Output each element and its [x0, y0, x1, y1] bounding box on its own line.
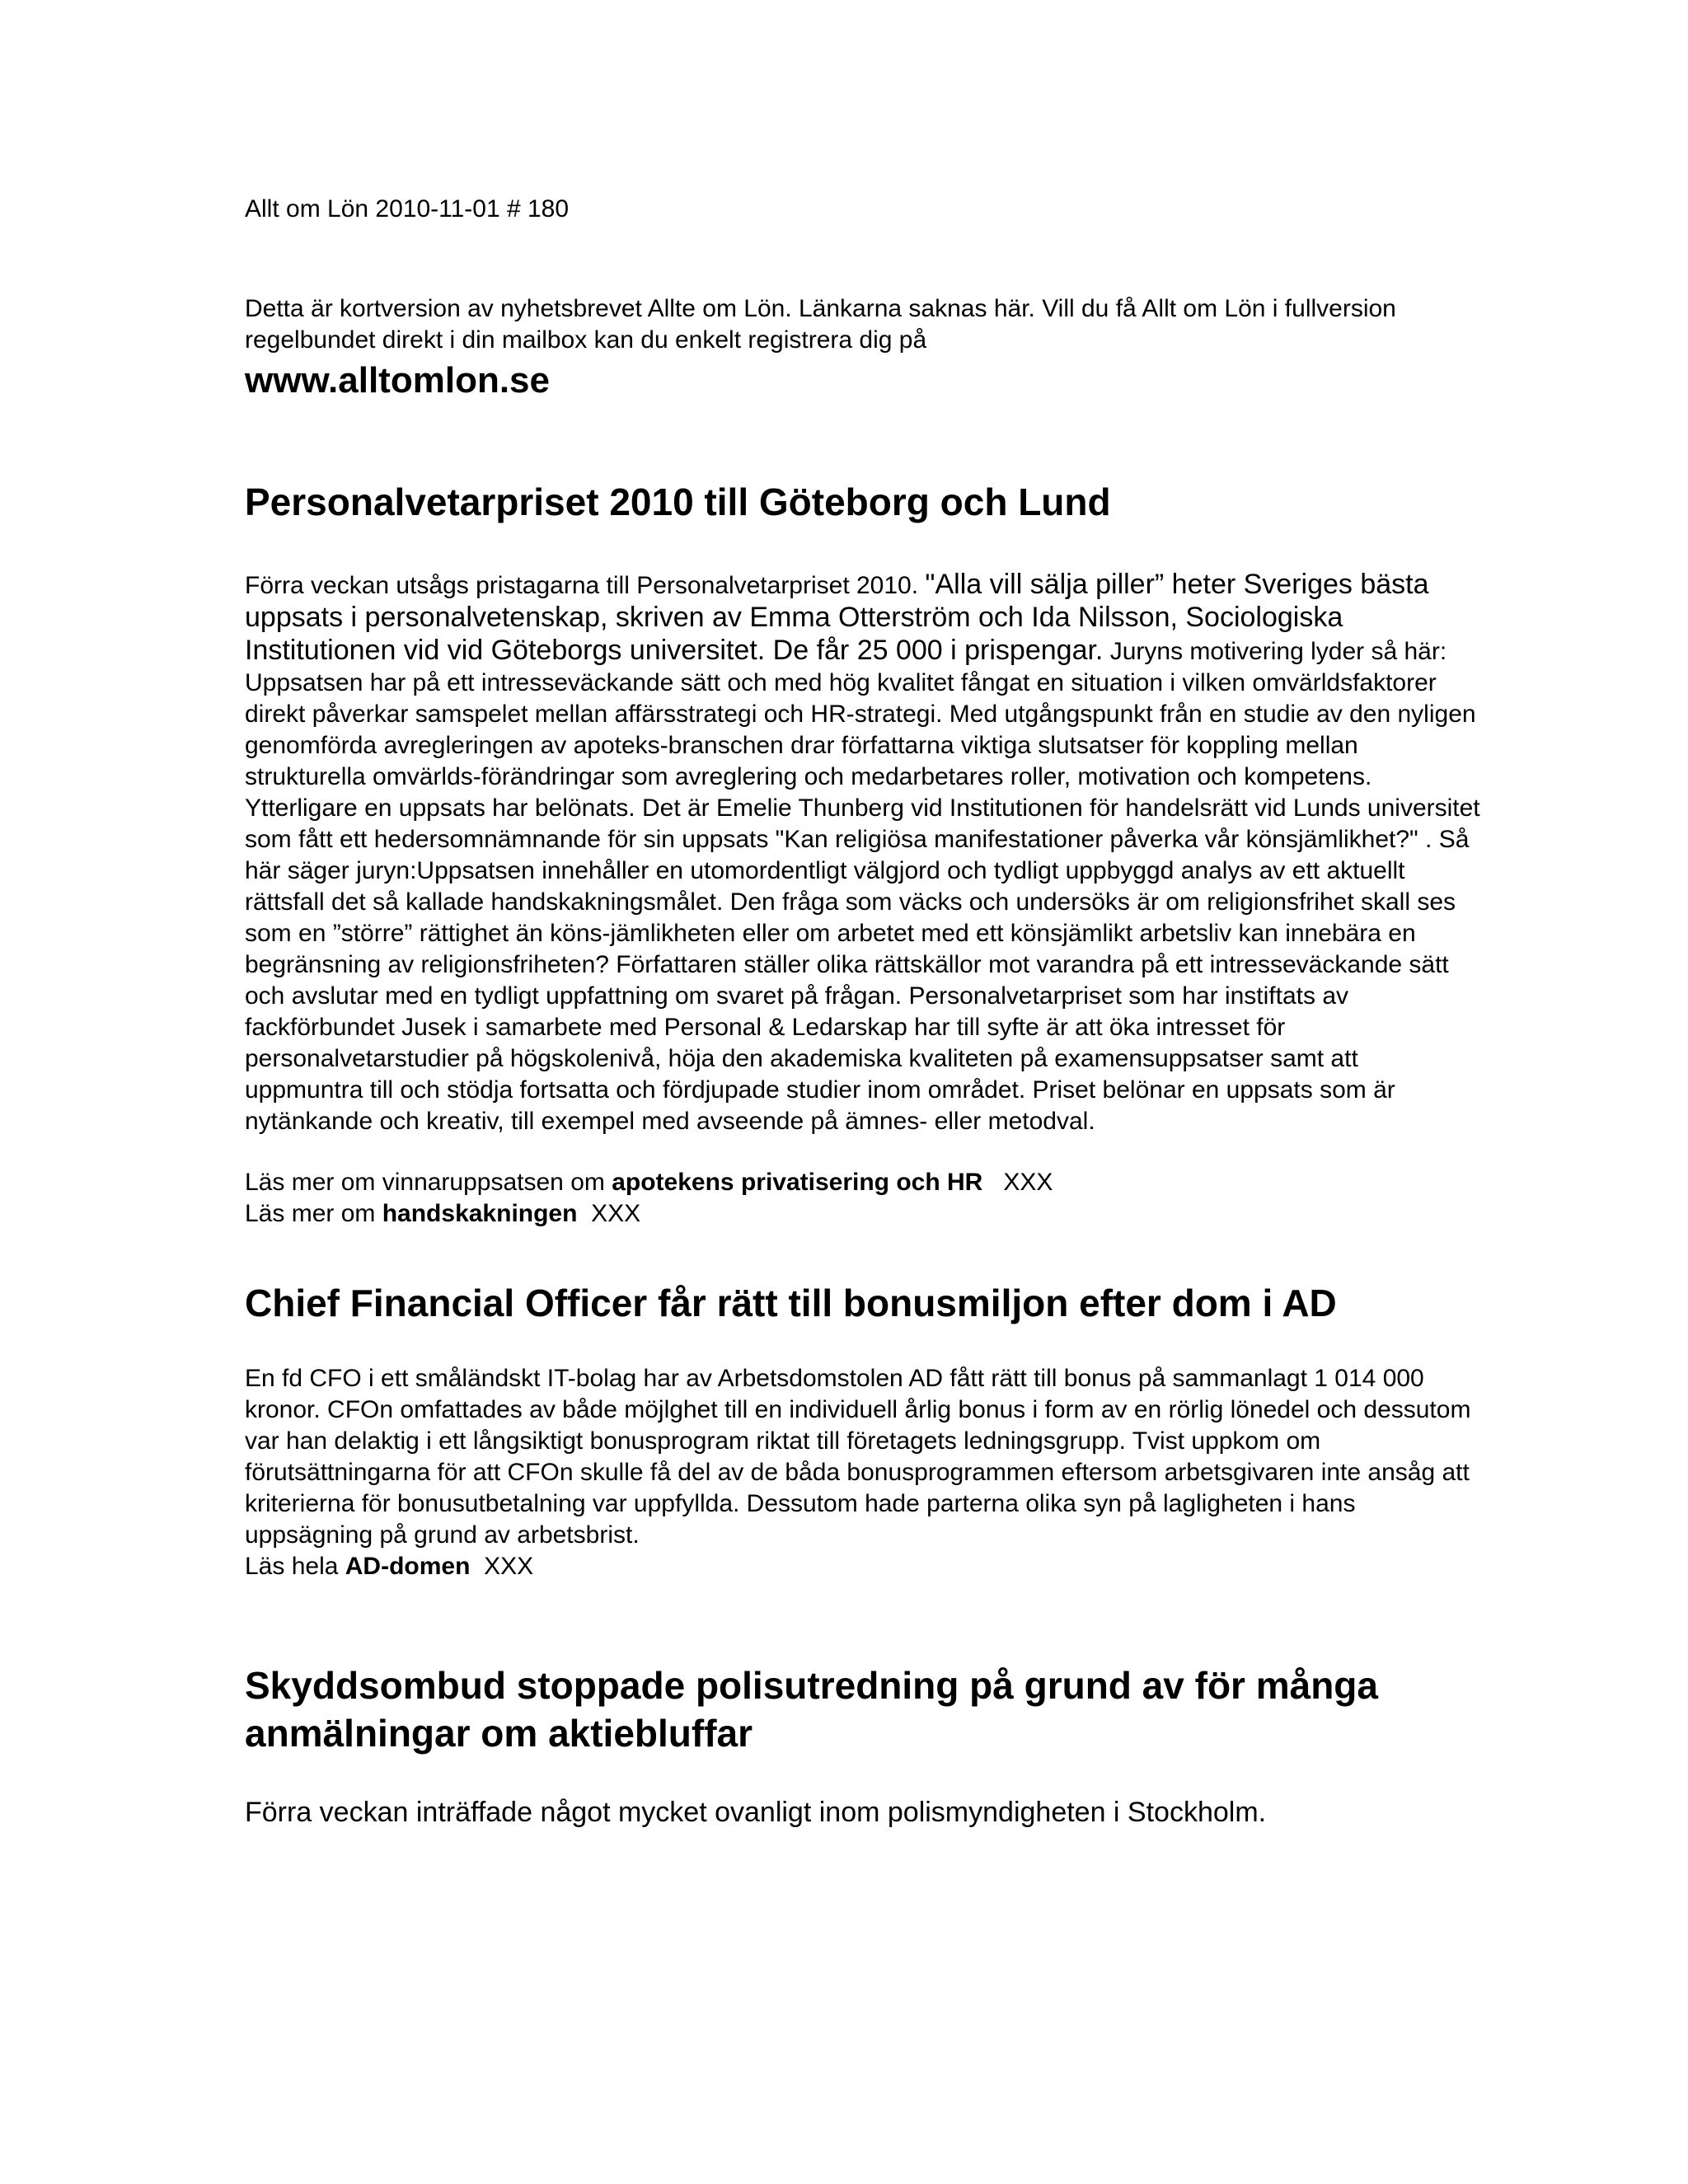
newsletter-page: [245, 194, 1481, 1858]
read-more-prefix: Läs mer om vinnaruppsatsen om: [245, 1169, 612, 1196]
newsletter-masthead: Allt om Lön 2010-11-01 # 180: [245, 195, 570, 223]
read-more-link-apotek[interactable]: [245, 1167, 1481, 1198]
read-more-link-handskakning[interactable]: [245, 1198, 1481, 1230]
read-more-topic[interactable]: handskakningen: [382, 1200, 578, 1227]
article-body-text: En fd CFO i ett småländskt IT-bolag har av Arbetsdomstolen AD fått rätt till bonus på sammanlagt 1 014 000 kronor. CFOn omfattades av både möjlghet till en individuell årlig bonus i form av en rörlig lönedel och dessutom var han delaktig i ett långsiktigt bonusprogram riktat till företagets ledningsgrupp. Tvist uppkom om förutsättningarna för att CFOn skulle få del av de båda bonusprogrammen eftersom arbetsgivaren inte ansåg att kriterierna för bonusutbetalning var uppfyllda. Dessutom hade parterna olika syn på lagligheten i hans uppsägning på grund av arbetsbrist.: [245, 1365, 1471, 1549]
read-more-placeholder: XXX: [470, 1553, 534, 1580]
article-body-personalvetarpriset: [245, 569, 1481, 1137]
intro-section: [245, 293, 1481, 404]
article-body-cfo: [245, 1363, 1481, 1582]
read-more-placeholder: XXX: [982, 1169, 1053, 1196]
read-more-placeholder: XXX: [577, 1200, 641, 1227]
article-body-text: Juryns motivering lyder så här: Uppsatsen har på ett intresseväckande sätt och med hög kvalitet fångat en situation i vilken omvärldsfaktorer direkt påverkar samspelet mellan affärsstrategi och HR-strategi. Med utgångspunkt från en studie av den nyligen genomförda avregleringen av apoteks-branschen drar författarna viktiga slutsatser för koppling mellan strukturella omvärlds-förändringar som avreglering och medarbetares roller, motivation och kompetens. Ytterligare en uppsats har belönats. Det är Emelie Thunberg vid Institutionen för handelsrätt vid Lunds universitet som fått ett hedersomnämnande för sin uppsats "Kan religiösa manifestationer påverka vår könsjämlikhet?" . Så här säger juryn:Uppsatsen innehåller en utomordentligt välgjord och tydligt uppbyggd analys av ett aktuellt rättsfall det så kallade handskakningsmålet. Den fråga som väcks och undersöks är om religionsfrihet skall ses som en ”större” rättighet än köns-jämlikheten eller om arbetet med ett könsjämlikt arbetsliv kan innebära en begränsning av religionsfriheten? Författaren ställer olika rättskällor mot varandra på ett intresseväckande sätt och avslutar med en tydligt uppfattning om svaret på frågan. Personalvetarpriset som har instiftats av fackförbundet Jusek i samarbete med Personal & Ledarskap har till syfte är att öka intresset för personalvetarstudier på högskolenivå, höja den akademiska kvaliteten på examensuppsatser samt att uppmuntra till och stödja fortsatta och fördjupade studier inom området. Priset belönar en uppsats som är nytänkande och kreativ, till exempel med avseende på ämnes- eller metodval.: [245, 638, 1480, 1135]
read-more-topic[interactable]: AD-domen: [345, 1553, 471, 1580]
read-more-topic[interactable]: apotekens privatisering och HR: [612, 1169, 983, 1196]
intro-text: Detta är kortversion av nyhetsbrevet Allte om Lön. Länkarna saknas här. Vill du få Allt om Lön i fullversion regelbundet direkt i din mailbox kan du enkelt registrera dig på: [245, 295, 1396, 354]
article-lead: Förra veckan utsågs pristagarna till Personalvetarpriset 2010.: [245, 572, 926, 599]
read-more-prefix: Läs mer om: [245, 1200, 382, 1227]
article-lead-large: "Alla vill sälja piller” heter Sveriges bästa uppsats i personalvetenskap, skriven av Emma Otterström och Ida Nilsson, Sociologiska Institutionen vid vid Göteborgs universitet. De får 25 000 i prispengar.: [245, 569, 1429, 666]
article-title-skyddsombud: Skyddsombud stoppade polisutredning på grund av för många anmälningar om aktiebluffar: [245, 1664, 1378, 1755]
read-more-prefix: Läs hela: [245, 1553, 345, 1580]
read-more-block: [245, 1167, 1481, 1230]
article-title-cfo: Chief Financial Officer får rätt till bonusmiljon efter dom i AD: [245, 1282, 1337, 1324]
read-more-link-ad-domen[interactable]: [245, 1553, 533, 1580]
article-title-personalvetarpriset: Personalvetarpriset 2010 till Göteborg och Lund: [245, 480, 1111, 523]
article-body-skyddsombud: Förra veckan inträffade något mycket ovanligt inom polismyndigheten i Stockholm.: [245, 1797, 1267, 1828]
site-link[interactable]: www.alltomlon.se: [245, 360, 550, 401]
